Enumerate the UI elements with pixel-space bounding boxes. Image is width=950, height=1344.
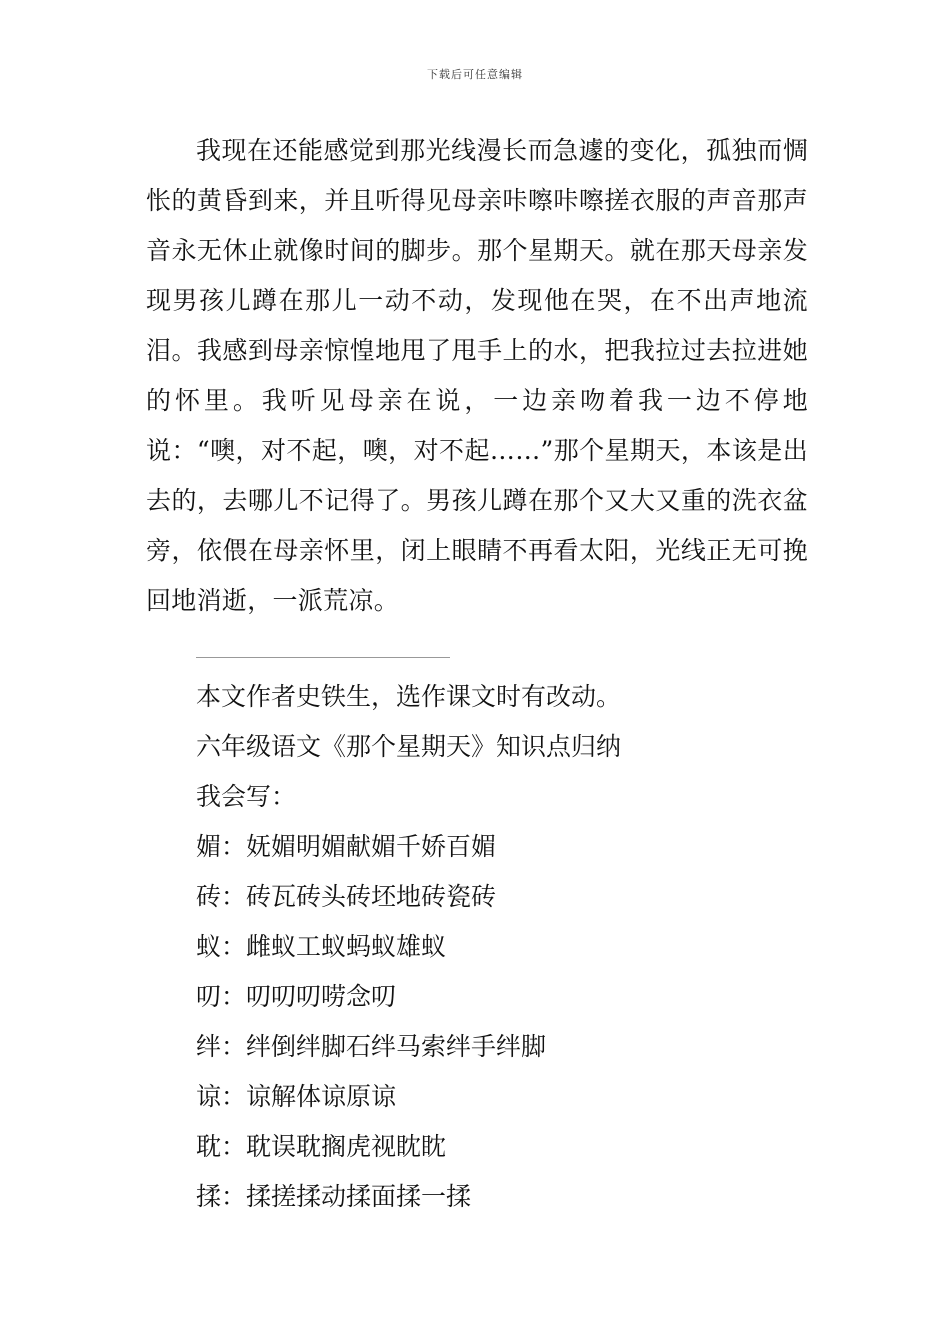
notes-section [196,672,796,1222]
word-item-mei: 媚：妩媚明媚献媚千娇百媚 [196,832,497,861]
passage-paragraph: 我现在还能感觉到那光线漫长而急遽的变化，孤独而惆怅的黄昏到来，并且听得见母亲咔嚓咔嚓搓衣服的声音那声音永无休止就像时间的脚步。那个星期天。就在那天母亲发现男孩儿蹲在那儿一动不动，发现他在哭，在不出声地流泪。我感到母亲惊惶地甩了甩手上的水，把我拉过去拉进她的怀里。我听见母亲在说，一边亲吻着我一边不停地说：“噢，对不起，噢，对不起……”那个星期天，本该是出去的，去哪儿不记得了。男孩儿蹲在那个又大又重的洗衣盆旁，依偎在母亲怀里，闭上眼睛不再看太阳，光线正无可挽回地消逝，一派荒凉。 [146,136,808,615]
word-item-dao: 叨：叨叨叨唠念叨 [196,982,397,1011]
footnote-divider [196,657,450,658]
page-header: 下载后可任意编辑 [427,68,523,81]
word-item-zhuan: 砖：砖瓦砖头砖坯地砖瓷砖 [196,882,497,911]
passage [146,126,808,626]
word-item-yi: 蚁：雌蚁工蚁蚂蚁雄蚁 [196,932,447,961]
section-title: 六年级语文《那个星期天》知识点归纳 [196,732,622,761]
word-item-liang: 谅：谅解体谅原谅 [196,1082,397,1111]
word-item-dan: 耽：耽误耽搁虎视眈眈 [196,1132,447,1161]
author-note: 本文作者史铁生，选作课文时有改动。 [196,682,622,711]
word-item-ban: 绊：绊倒绊脚石绊马索绊手绊脚 [196,1032,547,1061]
word-item-rou: 揉：揉搓揉动揉面揉一揉 [196,1182,472,1211]
subheading: 我会写： [196,782,297,811]
